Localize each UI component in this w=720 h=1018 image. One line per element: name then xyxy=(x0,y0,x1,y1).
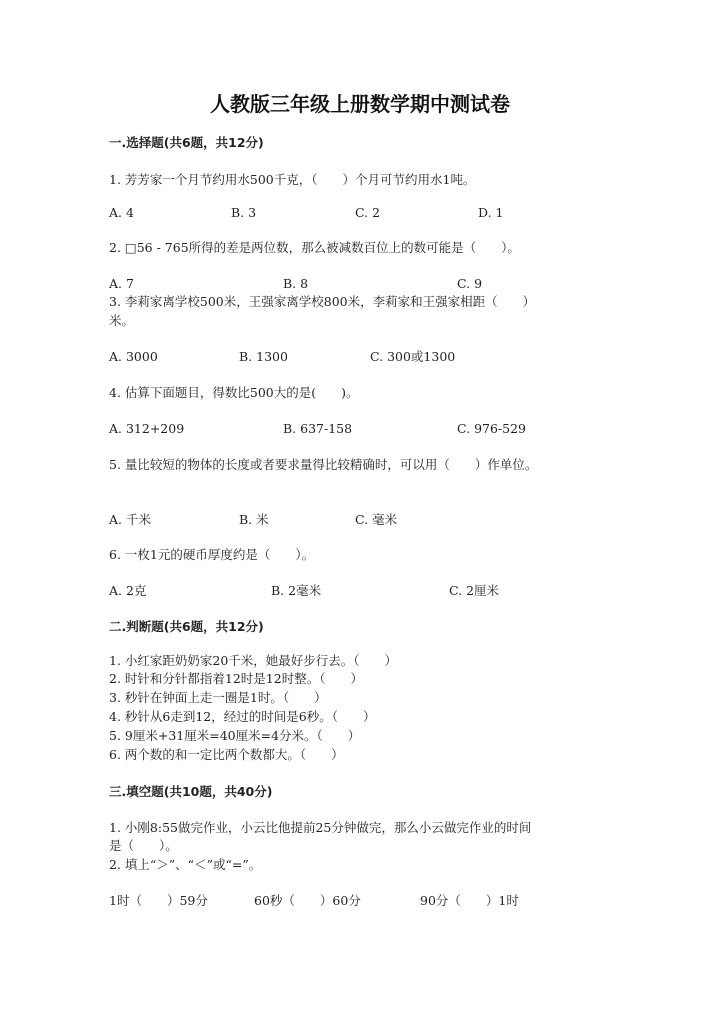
fill-item: 90分（ ）1时 xyxy=(420,893,519,908)
option: A. 4 xyxy=(109,205,134,220)
option: B. 2毫米 xyxy=(271,583,322,598)
option: C. 9 xyxy=(457,276,483,291)
fill-item: 1时（ ）59分 xyxy=(109,893,208,908)
option: A. 312+209 xyxy=(109,421,185,436)
judge-item: 3. 秒针在钟面上走一圈是1时。（ ） xyxy=(109,690,327,705)
question: 1. 芳芳家一个月节约用水500千克，（ ）个月可节约用水1吨。 xyxy=(109,172,476,187)
option: A. 千米 xyxy=(109,512,151,527)
option: C. 2厘米 xyxy=(449,583,500,598)
option: A. 7 xyxy=(109,276,134,291)
judge-item: 1. 小红家距奶奶家20千米，她最好步行去。（ ） xyxy=(109,653,398,668)
option: B. 1300 xyxy=(239,349,288,364)
judge-item: 5. 9厘米+31厘米=40厘米=4分米。（ ） xyxy=(109,728,361,743)
option: B. 3 xyxy=(231,205,257,220)
question: 是（ ）。 xyxy=(109,838,178,853)
option: C. 毫米 xyxy=(355,512,398,527)
option: C. 300或1300 xyxy=(370,349,456,364)
section-heading: 三.填空题(共10题，共40分) xyxy=(109,784,273,799)
judge-item: 2. 时针和分针都指着12时是12时整。（ ） xyxy=(109,671,363,686)
option: A. 2克 xyxy=(109,583,147,598)
judge-item: 4. 秒针从6走到12，经过的时间是6秒。（ ） xyxy=(109,709,376,724)
page-title: 人教版三年级上册数学期中测试卷 xyxy=(210,92,510,116)
option: A. 3000 xyxy=(109,349,158,364)
question: 2. 填上“＞”、“＜”或“=”。 xyxy=(109,857,262,872)
option: B. 米 xyxy=(239,512,269,527)
section-heading: 一.选择题(共6题，共12分) xyxy=(109,135,264,150)
question: 3. 李莉家离学校500米，王强家离学校800米，李莉家和王强家相距（ ） xyxy=(109,294,536,309)
question: 6. 一枚1元的硬币厚度约是（ ）。 xyxy=(109,547,315,562)
question: 4. 估算下面题目，得数比500大的是( )。 xyxy=(109,385,359,400)
question: 米。 xyxy=(109,313,135,328)
question: 2. □56 - 765所得的差是两位数，那么被减数百位上的数可能是（ ）。 xyxy=(109,240,520,255)
option: B. 637-158 xyxy=(283,421,353,436)
question: 5. 量比较短的物体的长度或者要求量得比较精确时，可以用（ ）作单位。 xyxy=(109,457,538,472)
fill-item: 60秒（ ）60分 xyxy=(254,893,361,908)
option: D. 1 xyxy=(478,205,504,220)
option: C. 976-529 xyxy=(457,421,527,436)
option: C. 2 xyxy=(355,205,381,220)
question: 1. 小刚8:55做完作业，小云比他提前25分钟做完，那么小云做完作业的时间 xyxy=(109,820,532,835)
judge-item: 6. 两个数的和一定比两个数都大。（ ） xyxy=(109,747,344,762)
section-heading: 二.判断题(共6题，共12分) xyxy=(109,619,264,634)
option: B. 8 xyxy=(283,276,309,291)
